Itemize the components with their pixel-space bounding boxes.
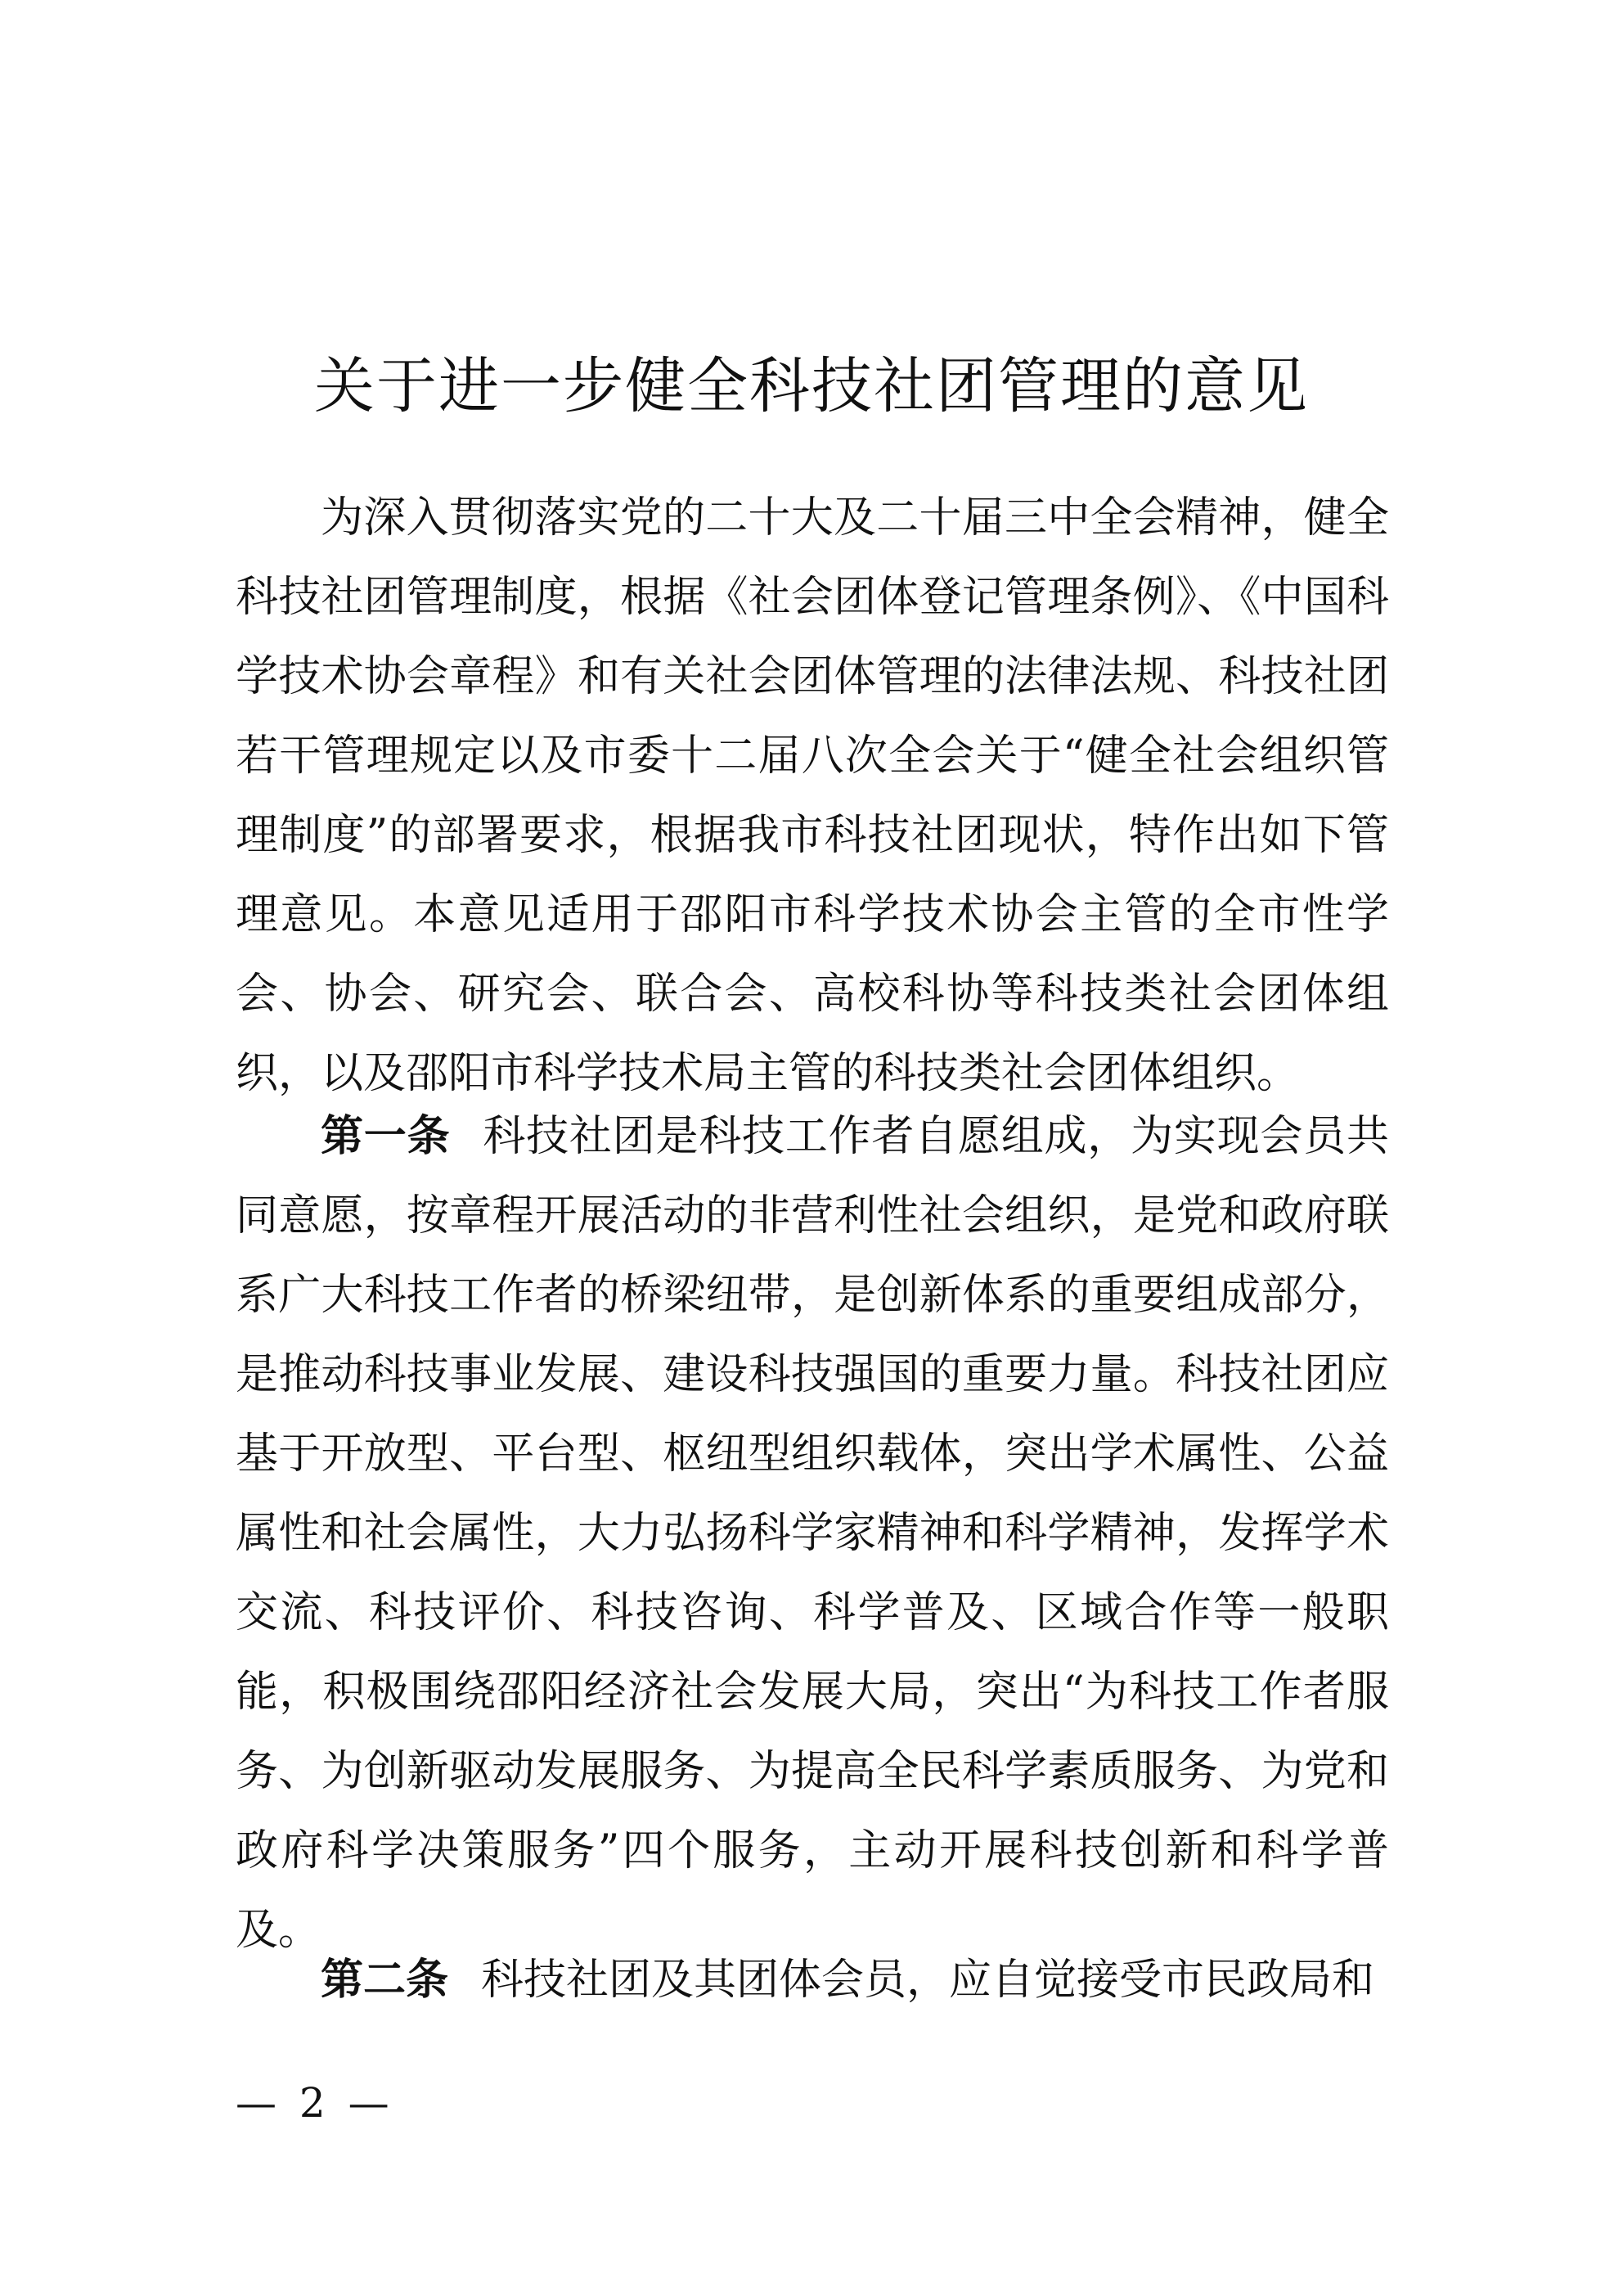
article-1-text: 科技社团是科技工作者自愿组成，为实现会员共同意愿，按章程开展活动的非营利性社会组织，是党和政府联系广大科技工作者的桥梁纽带，是创新体系的重要组成部分，是推动科技事业发展、建设科技强国的重要力量。科技社团应基于开放型、平台型、枢纽型组织载体，突出学术属性、公益属性和社会属性，大力弘扬科学家精神和科学精神，发挥学术交流、科技评价、科技咨询、科学普及、区域合作等一般职能，积极围绕邵阳经济社会发展大局，突出“为科技工作者服务、为创新驱动发展服务、为提高全民科学素质服务、为党和政府科学决策服务”四个服务，主动开展科技创新和科学普及。 (236, 1112, 1389, 1955)
article-2-label: 第二条 (321, 1956, 449, 2005)
document-title: 关于进一步健全科技社团管理的意见 (314, 350, 1309, 421)
article-1-label: 第一条 (321, 1112, 451, 1161)
article-1-paragraph (236, 1097, 1389, 1970)
page-number: — 2 — (236, 2079, 394, 2127)
article-2-paragraph (236, 1941, 1389, 2020)
article-2-text: 科技社团及其团体会员，应自觉接受市民政局和 (481, 1956, 1375, 2005)
intro-paragraph: 为深入贯彻落实党的二十大及二十届三中全会精神，健全科技社团管理制度，根据《社会团体登记管理条例》、《中国科学技术协会章程》和有关社会团体管理的法律法规、科技社团若干管理规定以及市委十二届八次全会关于“健全社会组织管理制度”的部署要求，根据我市科技社团现状，特作出如下管理意见。本意见适用于邵阳市科学技术协会主管的全市性学会、协会、研究会、联合会、高校科协等科技类社会团体组织，以及邵阳市科学技术局主管的科技类社会团体组织。 (236, 493, 1389, 1098)
